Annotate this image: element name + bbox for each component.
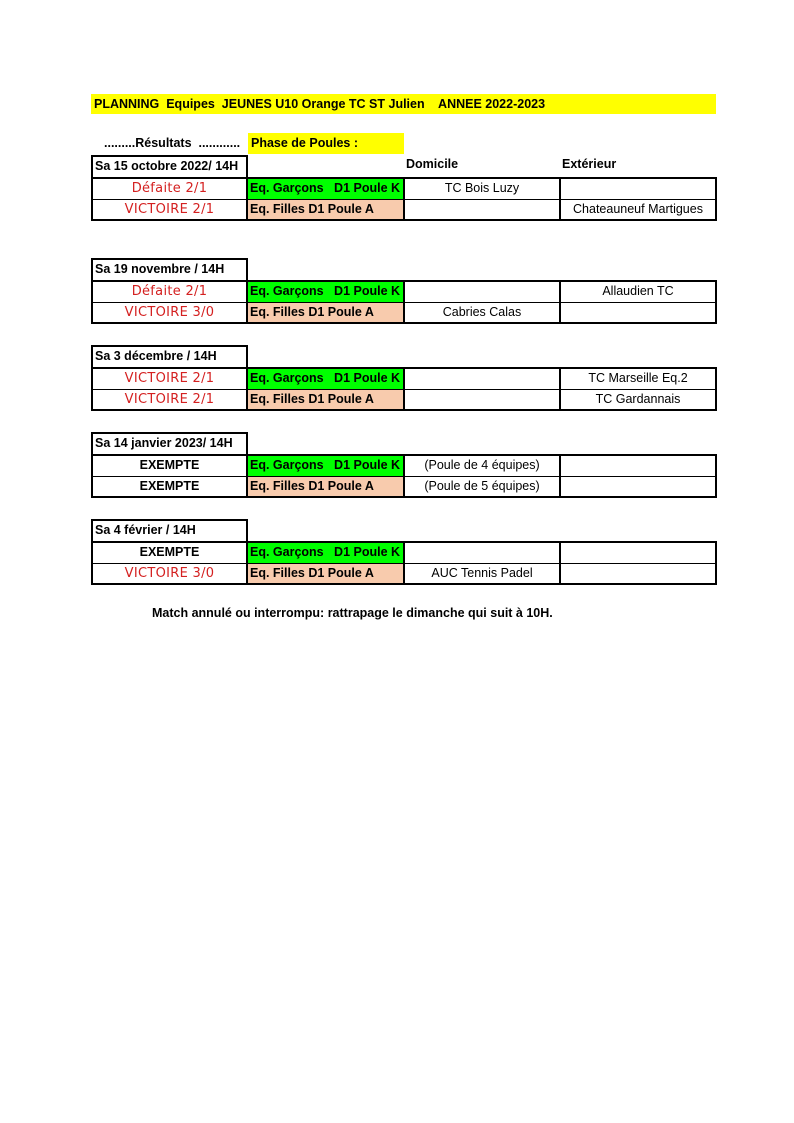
away-cell: Allaudien TC	[602, 284, 674, 298]
match-table	[91, 280, 717, 324]
table-row	[93, 282, 715, 302]
home-cell	[405, 200, 561, 219]
away-cell	[561, 303, 715, 322]
home-cell: (Poule de 4 équipes)	[405, 456, 561, 476]
match-table	[91, 454, 717, 498]
match-date: Sa 14 janvier 2023/ 14H	[91, 432, 248, 454]
match-table	[91, 177, 717, 221]
footnote: Match annulé ou interrompu: rattrapage le dimanche qui suit à 10H.	[152, 606, 553, 620]
away-cell	[561, 179, 715, 199]
team-cell: Eq. Garçons D1 Poule K	[248, 179, 405, 199]
match-block	[91, 258, 717, 324]
table-row	[93, 563, 715, 583]
away-cell: Chateauneuf Martigues	[573, 202, 703, 216]
table-row	[93, 543, 715, 563]
home-cell	[405, 543, 561, 563]
match-date: Sa 19 novembre / 14H	[91, 258, 248, 280]
result-cell: Défaite 2/1	[93, 282, 248, 302]
result-cell: Défaite 2/1	[93, 179, 248, 199]
page-title: PLANNING Equipes JEUNES U10 Orange TC ST Julien ANNEE 2022-2023	[94, 97, 546, 111]
match-date: Sa 15 octobre 2022/ 14H	[91, 155, 248, 177]
result-cell: VICTOIRE 2/1	[93, 390, 248, 409]
team-cell: Eq. Garçons D1 Poule K	[248, 543, 405, 563]
match-table	[91, 541, 717, 585]
away-cell: TC Marseille Eq.2	[588, 371, 688, 385]
phase-label: Phase de Poules :	[248, 133, 404, 154]
home-cell	[405, 369, 561, 389]
away-cell	[561, 477, 715, 496]
table-row	[93, 389, 715, 409]
table-row	[93, 179, 715, 199]
column-header-away: Extérieur	[562, 157, 617, 171]
team-cell: Eq. Garçons D1 Poule K	[248, 456, 405, 476]
team-cell: Eq. Garçons D1 Poule K	[248, 282, 405, 302]
away-cell	[561, 543, 715, 563]
result-cell: EXEMPTE	[93, 456, 248, 476]
result-cell: EXEMPTE	[93, 477, 248, 496]
table-row	[93, 456, 715, 476]
table-row	[93, 476, 715, 496]
team-cell: Eq. Filles D1 Poule A	[248, 200, 405, 219]
home-cell	[405, 282, 561, 302]
away-cell	[561, 456, 715, 476]
result-cell: EXEMPTE	[93, 543, 248, 563]
table-row	[93, 199, 715, 219]
result-cell: VICTOIRE 2/1	[93, 369, 248, 389]
team-cell: Eq. Garçons D1 Poule K	[248, 369, 405, 389]
match-block	[91, 155, 717, 221]
match-block	[91, 432, 717, 498]
home-cell: AUC Tennis Padel	[405, 564, 561, 583]
away-cell	[561, 564, 715, 583]
match-block	[91, 345, 717, 411]
team-cell: Eq. Filles D1 Poule A	[248, 303, 405, 322]
team-cell: Eq. Filles D1 Poule A	[248, 390, 405, 409]
team-cell: Eq. Filles D1 Poule A	[248, 477, 405, 496]
table-row	[93, 302, 715, 322]
results-label: .........Résultats ............	[104, 136, 241, 150]
match-table	[91, 367, 717, 411]
result-cell: VICTOIRE 3/0	[93, 303, 248, 322]
away-cell: TC Gardannais	[595, 392, 681, 406]
table-row	[93, 369, 715, 389]
column-header-home: Domicile	[406, 157, 459, 171]
home-cell: (Poule de 5 équipes)	[405, 477, 561, 496]
result-cell: VICTOIRE 2/1	[93, 200, 248, 219]
team-cell: Eq. Filles D1 Poule A	[248, 564, 405, 583]
home-cell	[405, 390, 561, 409]
page-title-bar	[91, 94, 716, 114]
home-cell: Cabries Calas	[405, 303, 561, 322]
home-cell: TC Bois Luzy	[405, 179, 561, 199]
match-date: Sa 3 décembre / 14H	[91, 345, 248, 367]
match-date: Sa 4 février / 14H	[91, 519, 248, 541]
result-cell: VICTOIRE 3/0	[93, 564, 248, 583]
match-block	[91, 519, 717, 585]
